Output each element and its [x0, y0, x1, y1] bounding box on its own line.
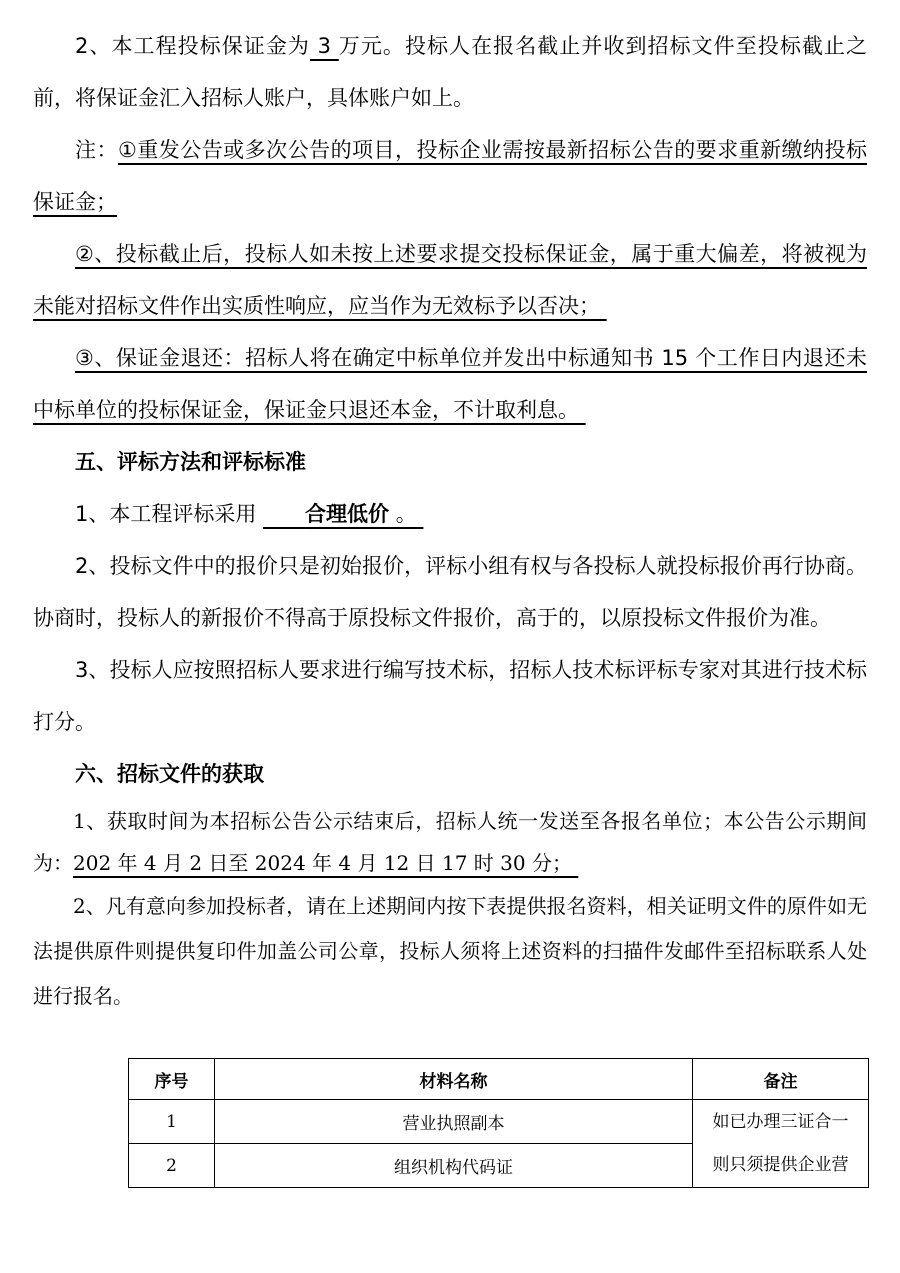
cell-remark-merged [693, 1100, 869, 1188]
remark-line: 则只须提供企业营 [712, 1154, 849, 1175]
col-header-material: 材料名称 [215, 1059, 693, 1100]
para-note-3 [33, 332, 867, 436]
text-run: 2、投标文件中的报价只是初始报价，评标小组有权与各投标人就投标报价再行协商。协商时，投标人的新报价不得高于原投标文件报价，高于的，以原投标文件报价为准。 [33, 554, 867, 630]
heading-section-6 [33, 748, 867, 800]
table-header-row [129, 1059, 869, 1100]
text-run: 注： [75, 138, 118, 162]
underlined-date-range: 202 年 4 月 2 日至 2024 年 4 月 12 日 17 时 30 分； [73, 851, 579, 875]
cell-row-no: 1 [129, 1100, 215, 1144]
text-run: 2、凡有意向参加投标者，请在上述期间内按下表提供报名资料，相关证明文件的原件如无法提供原件则提供复印件加盖公司公章，投标人须将上述资料的扫描件发邮件至招标联系人处进行报名。 [33, 894, 867, 1008]
para-obtain-2 [33, 884, 867, 1019]
underlined-text: ①重发公告或多次公告的项目，投标企业需按最新招标公告的要求重新缴纳投标保证金； [33, 138, 868, 214]
col-header-remark: 备注 [693, 1059, 869, 1100]
para-obtain-1 [33, 800, 867, 884]
para-eval-2 [33, 540, 867, 644]
cell-material: 组织机构代码证 [215, 1144, 693, 1188]
text-run: 3、投标人应按照招标人要求进行编写技术标，招标人技术标评标专家对其进行技术标打分。 [33, 658, 867, 734]
text-run: 1、本工程评标采用 [75, 502, 264, 526]
text-run: 2、本工程投标保证金为 [75, 34, 310, 58]
table-row [129, 1100, 869, 1144]
underlined-amount: 3 [309, 34, 339, 58]
heading-text: 五、评标方法和评标标准 [75, 450, 306, 474]
materials-table [128, 1058, 869, 1188]
underlined-text: 。 [389, 502, 424, 526]
heading-text: 六、招标文件的获取 [75, 762, 264, 786]
underlined-blank [263, 502, 305, 526]
underlined-bold-value: 合理低价 [305, 502, 390, 526]
col-header-no: 序号 [129, 1059, 215, 1100]
cell-row-no: 2 [129, 1144, 215, 1188]
cell-material: 营业执照副本 [215, 1100, 693, 1144]
text-run: 1、获取时间为本招标公告公示结束后，招标人统一发送至各报名单位；本公告公示期间为： [33, 809, 867, 875]
para-eval-3 [33, 644, 867, 748]
underlined-text: ②、投标截止后，投标人如未按上述要求提交投标保证金，属于重大偏差，将被视为未能对招标文件作出实质性响应，应当作为无效标予以否决； [33, 242, 867, 318]
para-eval-1 [33, 488, 867, 540]
remark-line: 如已办理三证合一 [712, 1111, 849, 1132]
para-note-1 [33, 124, 867, 228]
underlined-text: ③、保证金退还：招标人将在确定中标单位并发出中标通知书 15 个工作日内退还未中标单位的投标保证金，保证金只退还本金，不计取利息。 [33, 346, 867, 422]
heading-section-5 [33, 436, 867, 488]
para-note-2 [33, 228, 867, 332]
para-bid-deposit [33, 20, 867, 124]
text-run: 万元。投标人在报名截止并收到招标文件至投标截止之前，将保证金汇入招标人账户，具体账户如上。 [33, 34, 867, 110]
